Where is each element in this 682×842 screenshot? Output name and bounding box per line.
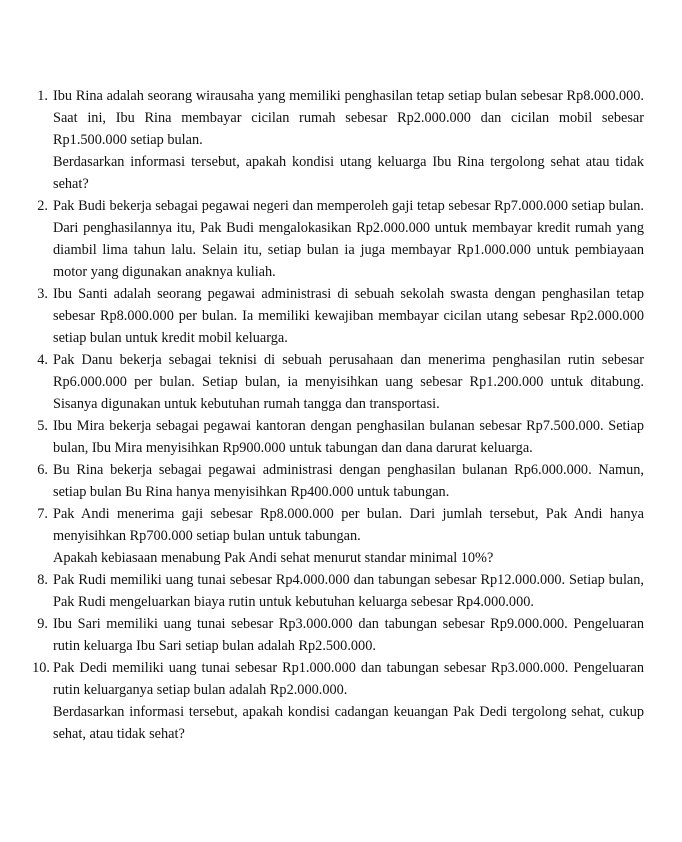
question-number: 2. [37,198,48,214]
question-text: Ibu Rina adalah seorang wirausaha yang memiliki penghasilan tetap setiap bulan sebesar Rp8.000.000. Saat ini, Ibu Rina membayar cicilan rumah sebesar Rp2.000.000 dan cicilan mobil sebesar Rp1.500.000 setiap bulan. [53,88,644,148]
question-number: 8. [37,572,48,588]
question-text: Ibu Sari memiliki uang tunai sebesar Rp3.000.000 dan tabungan sebesar Rp9.000.000. Pengeluaran rutin keluarga Ibu Sari setiap bulan adalah Rp2.500.000. [53,616,644,654]
question-2 [0,195,682,283]
question-text: Pak Budi bekerja sebagai pegawai negeri dan memperoleh gaji tetap sebesar Rp7.000.000 setiap bulan. Dari penghasilannya itu, Pak Budi mengalokasikan Rp2.000.000 untuk membayar kredit rumah yang diambil lima tahun lalu. Selain itu, setiap bulan ia juga membayar Rp1.000.000 untuk pembiayaan motor yang digunakan anaknya kuliah. [53,198,644,280]
question-list [0,85,682,745]
question-text: Pak Rudi memiliki uang tunai sebesar Rp4.000.000 dan tabungan sebesar Rp12.000.000. Setiap bulan, Pak Rudi mengeluarkan biaya rutin untuk kebutuhan keluarga sebesar Rp4.000.000. [53,572,644,610]
question-number: 7. [37,506,48,522]
question-3 [0,283,682,349]
question-number: 10. [32,660,50,676]
question-prompt: Berdasarkan informasi tersebut, apakah kondisi utang keluarga Ibu Rina tergolong sehat atau tidak sehat? [53,154,644,192]
question-6 [0,459,682,503]
question-7 [0,503,682,569]
question-prompt: Berdasarkan informasi tersebut, apakah kondisi cadangan keuangan Pak Dedi tergolong sehat, cukup sehat, atau tidak sehat? [53,704,644,742]
question-text: Pak Andi menerima gaji sebesar Rp8.000.000 per bulan. Dari jumlah tersebut, Pak Andi hanya menyisihkan Rp700.000 setiap bulan untuk tabungan. [53,506,644,544]
question-10 [0,657,682,745]
question-number: 9. [37,616,48,632]
question-prompt: Apakah kebiasaan menabung Pak Andi sehat menurut standar minimal 10%? [53,550,494,566]
question-8 [0,569,682,613]
document-page [0,85,682,745]
question-text: Pak Dedi memiliki uang tunai sebesar Rp1.000.000 dan tabungan sebesar Rp3.000.000. Pengeluaran rutin keluarganya setiap bulan adalah Rp2.000.000. [53,660,644,698]
question-5 [0,415,682,459]
question-text: Pak Danu bekerja sebagai teknisi di sebuah perusahaan dan menerima penghasilan rutin sebesar Rp6.000.000 per bulan. Setiap bulan, ia menyisihkan uang sebesar Rp1.200.000 untuk ditabung. Sisanya digunakan untuk kebutuhan rumah tangga dan transportasi. [53,352,644,412]
question-4 [0,349,682,415]
question-number: 4. [37,352,48,368]
question-number: 3. [37,286,48,302]
question-text: Ibu Mira bekerja sebagai pegawai kantoran dengan penghasilan bulanan sebesar Rp7.500.000. Setiap bulan, Ibu Mira menyisihkan Rp900.000 untuk tabungan dan dana darurat keluarga. [53,418,644,456]
question-number: 5. [37,418,48,434]
question-number: 6. [37,462,48,478]
question-1 [0,85,682,195]
question-text: Bu Rina bekerja sebagai pegawai administrasi dengan penghasilan bulanan Rp6.000.000. Namun, setiap bulan Bu Rina hanya menyisihkan Rp400.000 untuk tabungan. [53,462,644,500]
question-text: Ibu Santi adalah seorang pegawai administrasi di sebuah sekolah swasta dengan penghasilan tetap sebesar Rp8.000.000 per bulan. Ia memiliki kewajiban membayar cicilan utang sebesar Rp2.000.000 setiap bulan untuk kredit mobil keluarga. [53,286,644,346]
question-9 [0,613,682,657]
question-number: 1. [37,88,48,104]
